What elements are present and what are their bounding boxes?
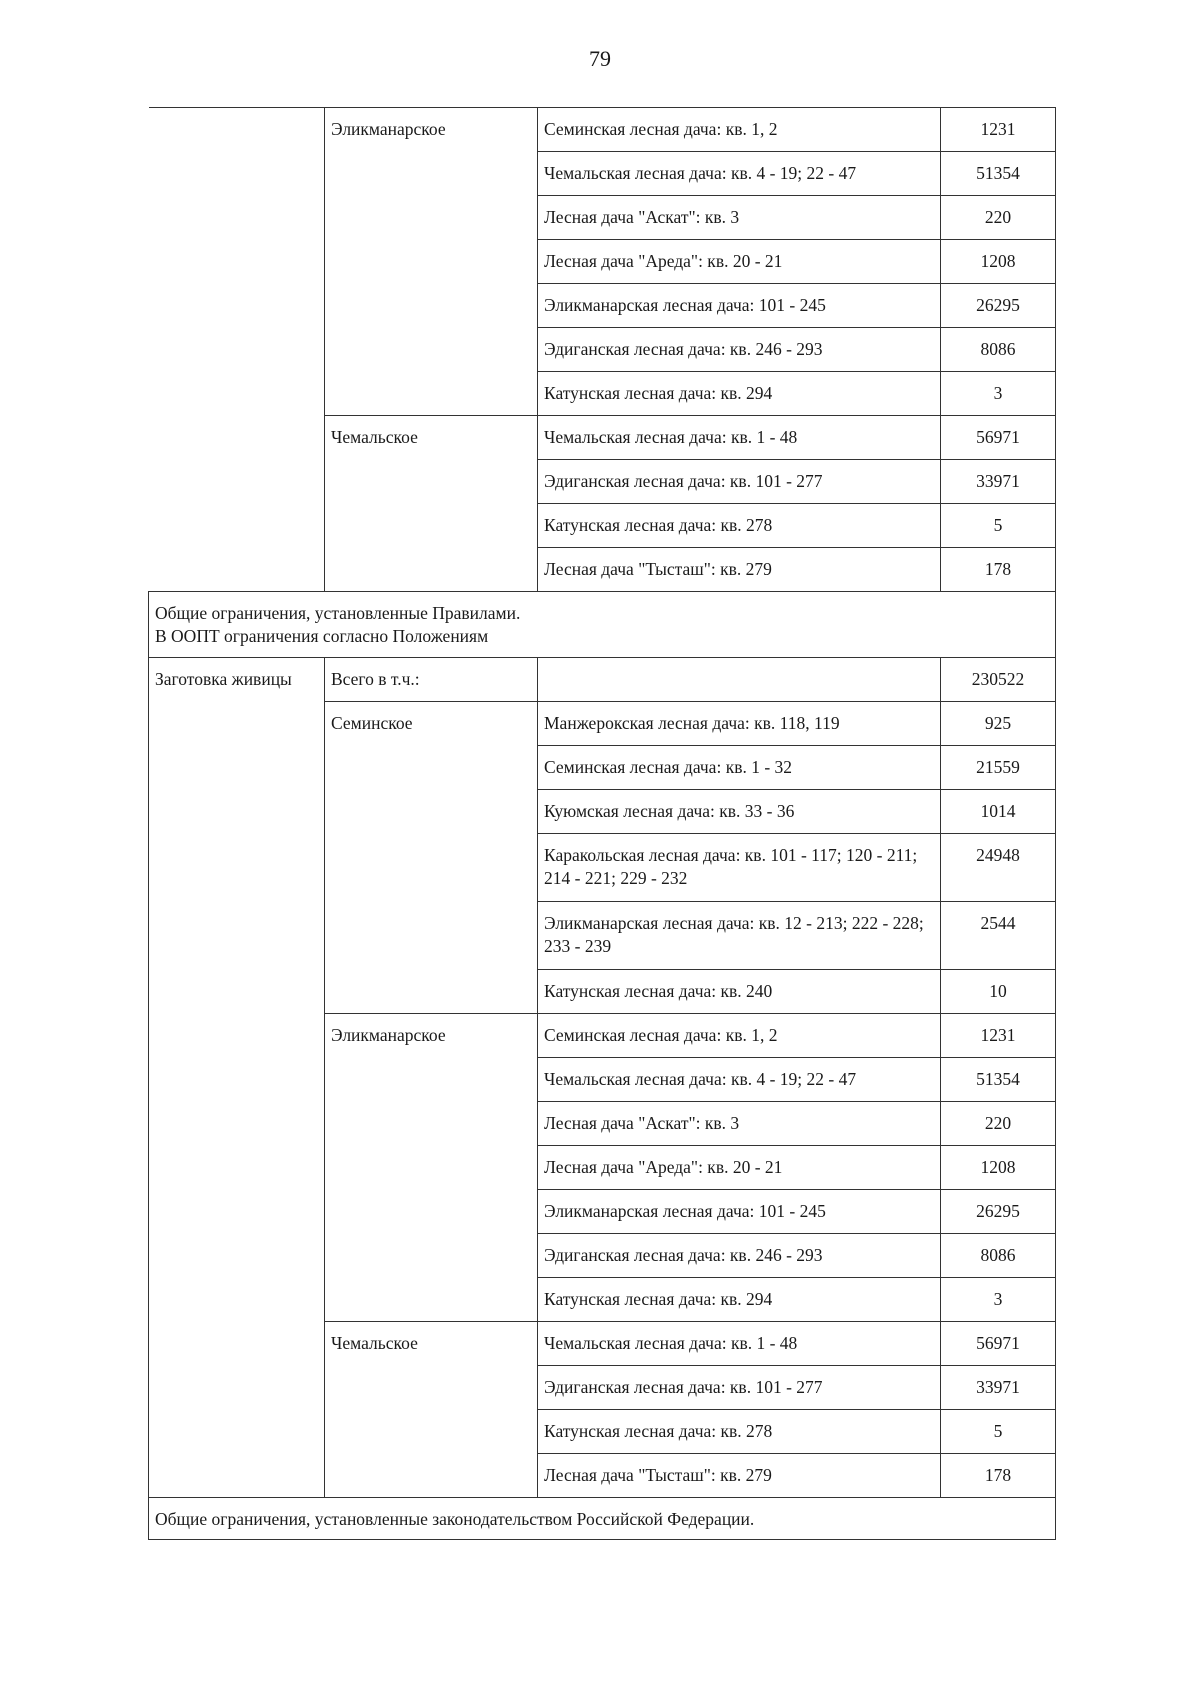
forest-dacha-cell: Каракольская лесная дача: кв. 101 - 117; 120 - 211; 214 - 221; 229 - 232	[538, 834, 941, 902]
area-value-cell: 10	[941, 970, 1056, 1014]
district-name: Эликманарское	[325, 1014, 538, 1322]
area-value-cell: 2544	[941, 902, 1056, 970]
area-value-cell: 8086	[941, 328, 1056, 372]
area-value-cell: 220	[941, 1102, 1056, 1146]
area-value-cell: 5	[941, 1410, 1056, 1454]
area-value-cell: 1231	[941, 1014, 1056, 1058]
forest-dacha-cell: Катунская лесная дача: кв. 240	[538, 970, 941, 1014]
total-label: Всего в т.ч.:	[325, 658, 538, 702]
area-value-cell: 33971	[941, 460, 1056, 504]
district-name: Семинское	[325, 702, 538, 1014]
forest-dacha-cell: Чемальская лесная дача: кв. 4 - 19; 22 - 47	[538, 152, 941, 196]
area-value-cell: 1014	[941, 790, 1056, 834]
forest-dacha-cell: Катунская лесная дача: кв. 294	[538, 1278, 941, 1322]
area-value-cell: 178	[941, 548, 1056, 592]
district-name: Чемальское	[325, 1322, 538, 1498]
area-value-cell: 1231	[941, 108, 1056, 152]
forest-dacha-cell: Катунская лесная дача: кв. 278	[538, 504, 941, 548]
total-value: 230522	[941, 658, 1056, 702]
note-row	[149, 1498, 1056, 1540]
forest-dacha-cell: Лесная дача "Аскат": кв. 3	[538, 196, 941, 240]
forest-dacha-cell: Лесная дача "Ареда": кв. 20 - 21	[538, 240, 941, 284]
forest-dacha-cell: Манжерокская лесная дача: кв. 118, 119	[538, 702, 941, 746]
area-value-cell: 925	[941, 702, 1056, 746]
activity-name: Заготовка живицы	[149, 658, 325, 1498]
forest-dacha-cell: Эдиганская лесная дача: кв. 101 - 277	[538, 1366, 941, 1410]
area-value-cell: 21559	[941, 746, 1056, 790]
area-value-cell: 24948	[941, 834, 1056, 902]
area-value-cell: 56971	[941, 416, 1056, 460]
forest-dacha-cell: Семинская лесная дача: кв. 1, 2	[538, 1014, 941, 1058]
forest-dacha-cell: Катунская лесная дача: кв. 278	[538, 1410, 941, 1454]
forest-dacha-cell: Лесная дача "Ареда": кв. 20 - 21	[538, 1146, 941, 1190]
page-number: 79	[589, 46, 611, 71]
forest-dacha-cell: Чемальская лесная дача: кв. 1 - 48	[538, 416, 941, 460]
district-name: Эликманарское	[325, 108, 538, 416]
forest-dacha-cell: Эликманарская лесная дача: 101 - 245	[538, 284, 941, 328]
restrictions-note	[149, 592, 1056, 658]
forest-dacha-cell: Куюмская лесная дача: кв. 33 - 36	[538, 790, 941, 834]
forest-dacha-cell: Эдиганская лесная дача: кв. 101 - 277	[538, 460, 941, 504]
forest-dacha-cell: Лесная дача "Тысташ": кв. 279	[538, 548, 941, 592]
restrictions-note-line: В ООПТ ограничения согласно Положениям	[155, 626, 489, 646]
note-row	[149, 592, 1056, 658]
table-row	[149, 108, 1056, 152]
area-value-cell: 26295	[941, 284, 1056, 328]
area-value-cell: 5	[941, 504, 1056, 548]
table-row	[149, 658, 1056, 702]
forest-dacha-cell: Катунская лесная дача: кв. 294	[538, 372, 941, 416]
area-value-cell: 8086	[941, 1234, 1056, 1278]
activity-cell-empty	[149, 108, 325, 592]
area-value-cell: 1208	[941, 1146, 1056, 1190]
area-value-cell: 3	[941, 372, 1056, 416]
restrictions-note: Общие ограничения, установленные законодательством Российской Федерации.	[149, 1498, 1056, 1540]
area-value-cell: 33971	[941, 1366, 1056, 1410]
forest-dacha-cell	[538, 658, 941, 702]
area-value-cell: 51354	[941, 152, 1056, 196]
district-name: Чемальское	[325, 416, 538, 592]
forest-dacha-cell: Эликманарская лесная дача: кв. 12 - 213; 222 - 228; 233 - 239	[538, 902, 941, 970]
forest-dacha-cell: Лесная дача "Тысташ": кв. 279	[538, 1454, 941, 1498]
forest-dacha-cell: Эдиганская лесная дача: кв. 246 - 293	[538, 1234, 941, 1278]
forest-dacha-cell: Лесная дача "Аскат": кв. 3	[538, 1102, 941, 1146]
restrictions-note-line: Общие ограничения, установленные Правилами.	[155, 603, 521, 623]
area-value-cell: 1208	[941, 240, 1056, 284]
forest-quarters-table	[148, 107, 1056, 1540]
forest-dacha-cell: Эликманарская лесная дача: 101 - 245	[538, 1190, 941, 1234]
area-value-cell: 51354	[941, 1058, 1056, 1102]
area-value-cell: 3	[941, 1278, 1056, 1322]
forest-dacha-cell: Чемальская лесная дача: кв. 1 - 48	[538, 1322, 941, 1366]
area-value-cell: 178	[941, 1454, 1056, 1498]
forest-dacha-cell: Чемальская лесная дача: кв. 4 - 19; 22 - 47	[538, 1058, 941, 1102]
area-value-cell: 56971	[941, 1322, 1056, 1366]
forest-dacha-cell: Семинская лесная дача: кв. 1 - 32	[538, 746, 941, 790]
forest-dacha-cell: Семинская лесная дача: кв. 1, 2	[538, 108, 941, 152]
area-value-cell: 26295	[941, 1190, 1056, 1234]
area-value-cell: 220	[941, 196, 1056, 240]
forest-dacha-cell: Эдиганская лесная дача: кв. 246 - 293	[538, 328, 941, 372]
